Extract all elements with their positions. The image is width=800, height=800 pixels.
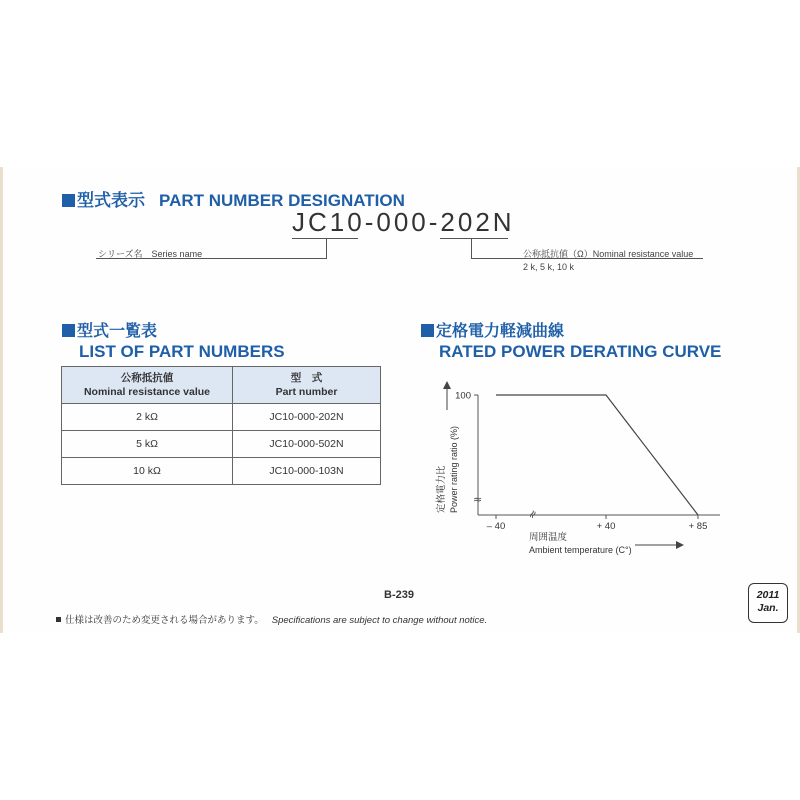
derating-title-en: RATED POWER DERATING CURVE bbox=[439, 342, 722, 361]
cell-part-number: JC10-000-103N bbox=[233, 458, 381, 485]
square-bullet-icon bbox=[421, 324, 434, 337]
table-row bbox=[62, 431, 381, 458]
series-name-label: シリーズ名 Series name bbox=[98, 249, 203, 259]
cell-part-number: JC10-000-502N bbox=[233, 431, 381, 458]
x-label-jp: 周囲温度 bbox=[529, 532, 568, 543]
sheet-left-edge bbox=[0, 167, 3, 633]
resistance-underline bbox=[440, 238, 508, 239]
designation-title-jp: 型式表示 bbox=[77, 191, 145, 210]
notice-jp: 仕様は改善のため変更される場合があります。 bbox=[65, 615, 264, 626]
date-year: 2011 bbox=[756, 589, 780, 601]
header-part-number bbox=[233, 367, 381, 404]
change-notice bbox=[56, 612, 487, 626]
cell-resistance: 10 kΩ bbox=[62, 458, 233, 485]
header-resistance bbox=[62, 367, 233, 404]
list-title-jp: 型式一覧表 bbox=[77, 323, 158, 340]
table-row bbox=[62, 458, 381, 485]
cell-resistance: 2 kΩ bbox=[62, 404, 233, 431]
resistance-values: 2 k, 5 k, 10 k bbox=[523, 262, 575, 272]
notice-en: Specifications are subject to change without notice. bbox=[271, 615, 488, 626]
x-tick-label: + 85 bbox=[688, 521, 708, 532]
part-number-code: JC10-000-202N bbox=[292, 207, 515, 237]
derating-curve-line bbox=[496, 395, 698, 515]
y-label-jp: 定格電力比 bbox=[436, 465, 447, 513]
list-title-jp-row bbox=[62, 318, 157, 341]
y-label-en: Power rating ratio (%) bbox=[449, 425, 459, 513]
list-title-en: LIST OF PART NUMBERS bbox=[79, 342, 285, 361]
cell-resistance: 5 kΩ bbox=[62, 431, 233, 458]
designation-title-en: PART NUMBER DESIGNATION bbox=[159, 191, 405, 210]
x-tick-label: + 40 bbox=[596, 521, 616, 532]
x-arrow-head bbox=[676, 541, 684, 549]
header-resistance-en: Nominal resistance value bbox=[83, 386, 211, 398]
square-bullet-icon bbox=[56, 617, 61, 622]
x-axis-break: ≈ bbox=[524, 507, 541, 522]
page-number: B-239 bbox=[384, 589, 414, 601]
resistance-label: 公称抵抗値（Ω）Nominal resistance value bbox=[523, 249, 694, 259]
y-arrow-head bbox=[443, 381, 451, 389]
square-bullet-icon bbox=[62, 324, 75, 337]
cell-part-number: JC10-000-202N bbox=[233, 404, 381, 431]
chart-axes bbox=[443, 381, 720, 549]
date-badge bbox=[748, 583, 788, 623]
header-part-jp: 型 式 bbox=[290, 372, 323, 384]
y-axis-break: ≈ bbox=[473, 493, 483, 506]
chart-ticks bbox=[455, 391, 707, 533]
series-leader-vertical bbox=[326, 238, 327, 259]
date-month: Jan. bbox=[757, 602, 779, 614]
y-tick-label: 100 bbox=[455, 390, 471, 402]
table-header-row bbox=[62, 367, 381, 404]
derating-title-jp: 定格電力軽減曲線 bbox=[436, 323, 565, 340]
header-part-en: Part number bbox=[275, 386, 338, 398]
x-label-en: Ambient temperature (C°) bbox=[529, 545, 632, 555]
header-resistance-jp: 公称抵抗値 bbox=[120, 372, 174, 384]
resistance-leader-vertical bbox=[471, 238, 472, 259]
part-number-table bbox=[61, 366, 381, 485]
derating-title-jp-row bbox=[421, 318, 564, 341]
table-row bbox=[62, 404, 381, 431]
series-underline bbox=[292, 238, 358, 239]
derating-chart bbox=[430, 378, 730, 560]
x-tick-label: – 40 bbox=[486, 521, 506, 532]
square-bullet-icon bbox=[62, 194, 75, 207]
